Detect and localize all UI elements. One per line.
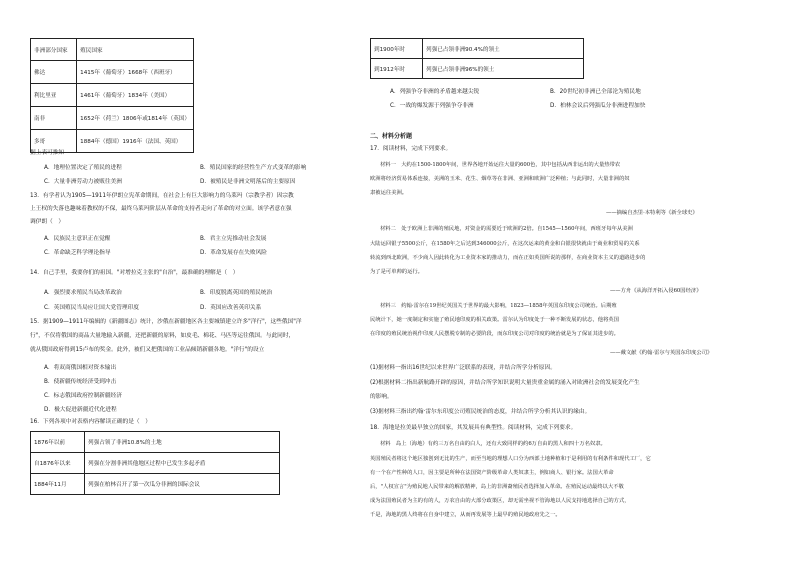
- q14-stem: 14．自己手里，我要你们的祖国。"对增拉克主张的"自治"，最准确的理解是（ ）: [30, 270, 239, 276]
- q16-table-part1: [30, 431, 280, 495]
- q16-option-c[interactable]: C．一战的爆发源于列强争夺非洲: [390, 103, 474, 109]
- q15-option-a[interactable]: A．将双商俄国相对资本输出: [44, 365, 117, 371]
- q16-option-a[interactable]: A．列强争夺非洲的矛盾越来越尖锐: [390, 89, 480, 95]
- q16-table-cell: 1884年11月: [31, 474, 85, 495]
- q18-material-line: 材料 岛上（海地）有约三万名自由的白人，还有大致同样的约6万自由的黑人和四十万名奴隶。: [380, 441, 606, 447]
- q14-option-c[interactable]: C．英国殖民当局应让国大党管理印度: [44, 305, 139, 311]
- q16-option-b[interactable]: B．20世纪初非洲已全部沦为殖民地: [550, 89, 641, 95]
- q17-material-3-line: 在印度的殖民统治视作印度人民摆脱专制的必要阶段，而东印度公司对印度的统治就是为了保证其进步的。: [370, 331, 619, 337]
- q14-option-a[interactable]: A．强烈要求殖民当局改革政治: [44, 290, 122, 296]
- q16-table-part2: [370, 38, 584, 79]
- q12-table-cell: 佛达: [31, 61, 77, 84]
- q18-material-line: 英国殖民者将这个地区独创到无比的生产，而至当地的理想人口分为西部土地种植和于是利用的有利条件和现代工厂，它: [370, 456, 651, 462]
- q13-option-a[interactable]: A．民族民主意识正在觉醒: [44, 236, 111, 242]
- q17-requirement: (3)据材料三指出约翰·雷尔东印度公司殖民统治的态度，并结合所学分析其认识的缘由。: [370, 409, 591, 415]
- q16-table-cell: 列强在柏林召开了第一次瓜分非洲的国际会议: [85, 474, 280, 495]
- q17-material-1-line: 欧洲将经济贸易体系连接，美洲的玉米、花生、烟草等在非洲、亚洲和欧洲广泛种植；与此同时，大量非洲的奴: [370, 176, 630, 182]
- q18-material-line: 有一个在产性种的人口，因主要是所种在法国资产阶级革命人类奴隶主，例如商人、银行家。法国大革命: [370, 470, 614, 476]
- q12-stem: 据上表可推知: [30, 150, 65, 156]
- q13-option-b[interactable]: B．君主立宪推动社会发展: [200, 236, 267, 242]
- q17-requirement: 的影响。: [370, 394, 393, 400]
- q12-table-cell: 南非: [31, 107, 77, 130]
- q12-table-header-colonizer: 殖民国家: [77, 39, 194, 61]
- q16-table-cell: 1876年以前: [31, 432, 85, 453]
- q14-option-b[interactable]: B．印度脱离英国的殖民统治: [200, 290, 273, 296]
- q16-table-cell: 列强在分割非洲其他地区过程中已发生多起矛盾: [85, 453, 280, 474]
- q17-requirement: (2)根据材料二指出新航路开辟的原因，并结合所学知识说明大量贵重金属的涌入对欧洲社会的发展变化产生: [370, 380, 640, 386]
- q13-option-d[interactable]: D．革命发展存在失败风险: [200, 250, 267, 256]
- q15-option-c[interactable]: C．标志俄国政府控制新疆经济: [44, 393, 122, 399]
- q17-material-1-line: 隶被运往美洲。: [370, 190, 408, 196]
- q14-option-d[interactable]: D．英国应改善英印关系: [200, 305, 262, 311]
- q12-table-cell: 利比里亚: [31, 84, 77, 107]
- q18-stem: 18．海地是拉美最早独立的国家，其发展具有典型性。阅读材料，完成下列要求。: [370, 425, 577, 431]
- q12-table-cell: 1884年（德国）1916年（法国、英国）: [77, 130, 194, 153]
- q12-table: [30, 38, 194, 153]
- q15-stem-line: 行"，不仅将俄国的商品大量地输入新疆，还把新疆的原料，如皮毛、棉花、马匹等运往俄国。与此同时，: [30, 333, 295, 339]
- q17-material-2-line: 大陆运回银子5500公斤，在1580年之后达到346000公斤，在这次运来的黄金和白银很快就由于商业和贸易的关系: [370, 241, 640, 247]
- q16-stem: 16．下列各项中对表格内容解读正确的是（ ）: [30, 419, 151, 425]
- q12-option-a[interactable]: A．地理位置决定了殖民的进程: [44, 165, 122, 171]
- q18-material-line: 后，"人权宣言"为殖民地人民带来的解放精神，岛上的非洲裔殖民者选择加入革命。在殖民运动最终以大不敬: [370, 484, 624, 490]
- q17-material-3-line: 民统计下，她一度制定和实施了殖民地印度的相关政策。雷尔认为印度处于一种不断发展的状态，他将英国: [370, 317, 619, 323]
- q16-table-cell: 列强占领了非洲10.8%的土地: [85, 432, 280, 453]
- q15-stem-line: 15．据1909—1911年编辑的《新疆图志》统计，沙俄在新疆地区各主要城镇建立许多"洋行"，这些俄国"洋: [30, 319, 302, 325]
- q18-material-line: 成为法国殖民者为主的有的人，万农自由的大部分政策区，却无需坐视不管海地以人民支持地选择自己的方式，: [370, 498, 630, 504]
- q16-table-cell: 到1912年时: [371, 59, 423, 79]
- q12-option-c[interactable]: C．大量非洲劳动力被贩往美洲: [44, 179, 122, 185]
- q13-option-c[interactable]: C．革命缺乏科学理论指导: [44, 250, 111, 256]
- q13-stem-line: 调伊朗（ ）: [30, 219, 65, 225]
- q17-material-3-line: 材料三 约翰·雷尔在19世纪英国关于世界的最大影响，1823—1858年英国东印度公司统治。后期殖: [380, 303, 617, 309]
- q12-option-b[interactable]: B．殖民国家的经营性生产方式变革的影响: [200, 165, 307, 171]
- q16-option-d[interactable]: D．柏林会议后列强瓜分非洲进程加快: [550, 103, 646, 109]
- q17-material-1-line: 材料一 大约在1500-1800年间，世界各地开始运往大量的600色，其中包括从西非运出的大量热带农: [380, 162, 621, 168]
- q12-table-cell: 1461年（葡萄牙）1834年（美国）: [77, 84, 194, 107]
- q17-material-1-source: ——摘编自杰里·本特利等《新全球史》: [606, 210, 698, 216]
- q18-material-line: 千是，海地的黑人终将在自身中建立，从而再发展等上最早的殖民地政府先之一。: [370, 512, 561, 518]
- q16-table-cell: 列强已占领非洲96%的领土: [423, 59, 584, 79]
- q12-table-cell: 1652年（荷兰）1806年或1814年（英国）: [77, 107, 194, 130]
- q17-material-2-line: 转流到西北欧洲，不少商人因此转化为工业资本家的推动力，而在正如英国所说的那样，在商业资本主义的道路进步的: [370, 255, 646, 261]
- q12-table-cell: 1415年（葡萄牙）1668年（西班牙）: [77, 61, 194, 84]
- q12-table-cell: 多哥: [31, 130, 77, 153]
- q17-stem: 17．阅读材料，完成下列要求。: [370, 146, 452, 152]
- q17-material-3-source: ——戴文献《约翰·雷尔与英国东印度公司》: [610, 350, 713, 356]
- q12-table-header-country: 非洲部分国家: [31, 39, 77, 61]
- q16-table-cell: 到1900年时: [371, 39, 423, 59]
- q17-material-2-line: 材料二 处于欧洲上非洲的殖民地，对资金的需要近于欧洲的2倍。自1545—1560年间，西班牙每年从美洲: [380, 226, 633, 232]
- q17-material-2-line: 为了是可单帅的运行。: [370, 269, 423, 275]
- q12-option-d[interactable]: D．被殖民是非洲文明落后的主要原因: [200, 179, 296, 185]
- section-title: 二、材料分析题: [370, 133, 413, 140]
- q16-table-cell: 列强已占领非洲90.4%的领土: [423, 39, 584, 59]
- q15-option-d[interactable]: D．极大促进新疆近代化进程: [44, 407, 117, 413]
- q15-option-b[interactable]: B．使新疆传统经济受到冲击: [44, 379, 117, 385]
- q16-table-cell: 自1876年以来: [31, 453, 85, 474]
- q17-requirement: (1)据材料一指出16世纪以来世界广泛联系的表现，并结合所学分析原因。: [370, 365, 556, 371]
- q15-stem-line: 就从俄国政府得到15卢布的奖金。此外，被们又把俄国的工业品倾销新疆各地。"洋行"的设立: [30, 347, 265, 353]
- q17-material-2-source: ——方舟《从海洋开拓入侵60国经济》: [610, 288, 702, 294]
- q13-stem-line: 13．有学者认为1905—1911年伊朗立宪革命期间，在社会上有巨大影响力的乌莱玛（宗教学者）因宗教: [30, 193, 294, 199]
- q13-stem-line: 上王权的失落也趣味着教权的不保，最终乌莱玛阶层从革命的支持者走向了革命的对立面。该学者意在强: [30, 206, 292, 212]
